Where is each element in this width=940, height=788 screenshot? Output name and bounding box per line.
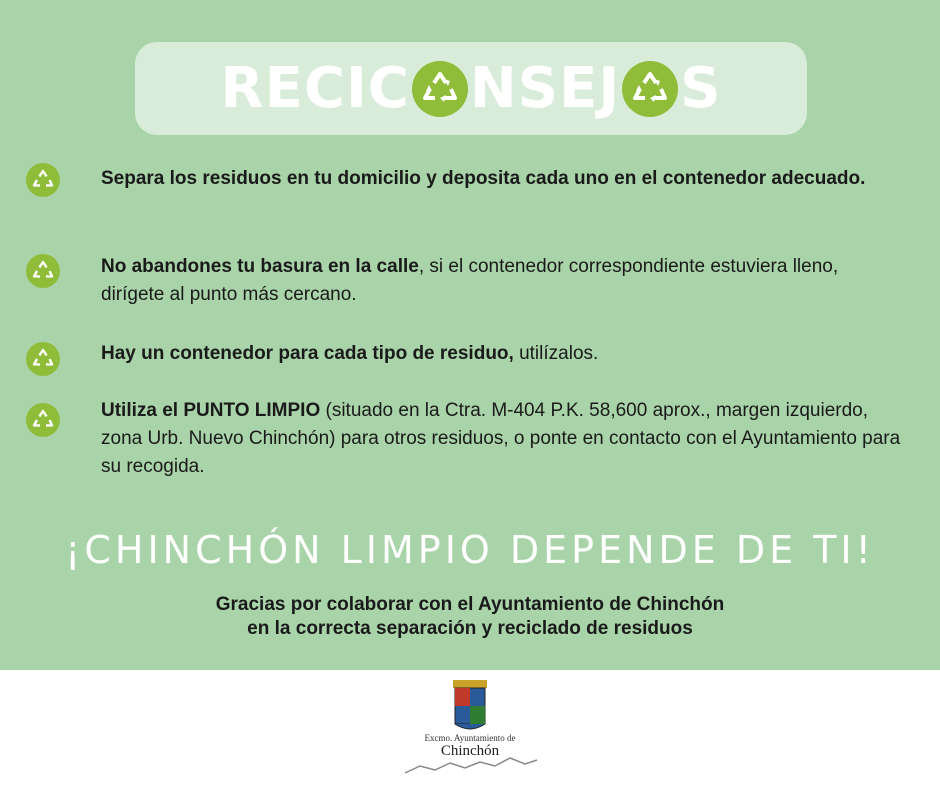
title-part-1: RECIC: [220, 56, 410, 121]
tip-4-bold: Utiliza el PUNTO LIMPIO: [101, 400, 321, 421]
tip-2-text: , si el contenedor correspondiente estuviera lleno, dirígete al punto más cercano.: [101, 256, 839, 305]
tip-3: [101, 340, 901, 368]
tip-4: [101, 397, 901, 481]
title-part-2: NSEJ: [469, 56, 621, 121]
tip-4-text: (situado en la Ctra. M-404 P.K. 58,600 aprox., margen izquierdo, zona Urb. Nuevo Chinchón) para otros residuos, o ponte en contacto con el Ayuntamiento para su recogida.: [101, 400, 901, 477]
recycle-icon: [412, 61, 468, 117]
recycle-icon: [26, 254, 60, 288]
recycle-icon: [26, 342, 60, 376]
logo-caption-line-1: Excmo. Ayuntamiento de: [424, 733, 516, 743]
thanks-line-1: Gracias por colaborar con el Ayuntamiento de Chinchón: [215, 594, 725, 615]
thanks-line-2: en la correcta separación y reciclado de residuos: [247, 618, 693, 639]
thanks-message: [0, 593, 940, 641]
title-part-3: S: [680, 56, 722, 121]
page-title: [135, 42, 807, 135]
recycle-icon: [26, 403, 60, 437]
tip-2: [101, 253, 901, 309]
tip-1-bold: Separa los residuos en tu domicilio y deposita cada uno en el contenedor adecuado.: [101, 168, 866, 189]
tip-3-text: utilízalos.: [513, 343, 599, 364]
tip-1: [101, 165, 901, 193]
coat-of-arms-icon: [395, 678, 545, 778]
recycle-icon: [622, 61, 678, 117]
logo-caption-line-2: Chinchón: [440, 743, 500, 759]
tip-2-bold: No abandones tu basura en la calle: [101, 256, 419, 277]
tip-3-bold: Hay un contenedor para cada tipo de residuo,: [101, 343, 514, 364]
recycle-icon: [26, 163, 60, 197]
slogan: ¡CHINCHÓN LIMPIO DEPENDE DE TI!: [65, 528, 875, 572]
